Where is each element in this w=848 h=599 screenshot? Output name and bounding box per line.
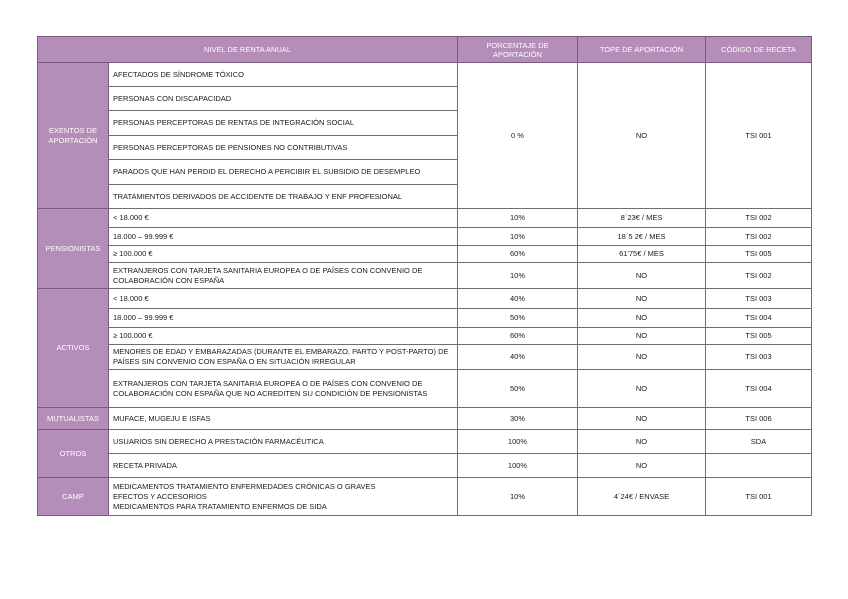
row-code: TSI 002 xyxy=(706,228,812,246)
row-cap: NO xyxy=(578,430,706,454)
row-percent: 100% xyxy=(458,454,578,478)
row-desc: MUFACE, MUGEJU E ISFAS xyxy=(109,408,458,430)
table-row xyxy=(38,478,812,516)
exentos-percent: 0 % xyxy=(458,63,578,209)
row-cap: NO xyxy=(578,345,706,370)
row-percent: 40% xyxy=(458,345,578,370)
group-camp-label: CAMP xyxy=(38,478,109,516)
table-row xyxy=(38,263,812,289)
row-desc: PERSONAS CON DISCAPACIDAD xyxy=(109,87,458,111)
camp-code: TSI 001 xyxy=(706,478,812,516)
table-row xyxy=(38,328,812,345)
row-code: TSI 002 xyxy=(706,209,812,228)
row-desc: ≥ 100.000 € xyxy=(109,328,458,345)
header-cap: TOPE DE APORTACIÓN xyxy=(578,37,706,63)
row-desc: 18.000 – 99.999 € xyxy=(109,228,458,246)
row-code xyxy=(706,454,812,478)
table-row xyxy=(38,408,812,430)
row-desc: 18.000 – 99.999 € xyxy=(109,309,458,328)
table-row xyxy=(38,289,812,309)
header-level: NIVEL DE RENTA ANUAL xyxy=(38,37,458,63)
row-desc: TRATAMIENTOS DERIVADOS DE ACCIDENTE DE TRABAJO Y ENF PROFESIONAL xyxy=(109,185,458,209)
header-code: CÓDIGO DE RECETA xyxy=(706,37,812,63)
table-row xyxy=(38,345,812,370)
row-code: TSI 002 xyxy=(706,263,812,289)
row-code: TSI 005 xyxy=(706,328,812,345)
table-row xyxy=(38,209,812,228)
row-percent: 10% xyxy=(458,209,578,228)
group-exentos-label: EXENTOS DE APORTACIÓN xyxy=(38,63,109,209)
row-code: TSI 006 xyxy=(706,408,812,430)
table-row xyxy=(38,63,812,87)
group-mutualistas-label: MUTUALISTAS xyxy=(38,408,109,430)
row-code: SDA xyxy=(706,430,812,454)
table-row xyxy=(38,430,812,454)
camp-desc-line: EFECTOS Y ACCESORIOS xyxy=(113,491,207,501)
row-percent: 40% xyxy=(458,289,578,309)
row-percent: 10% xyxy=(458,263,578,289)
row-cap: NO xyxy=(578,408,706,430)
row-percent: 30% xyxy=(458,408,578,430)
table-row xyxy=(38,228,812,246)
row-percent: 50% xyxy=(458,309,578,328)
row-desc: EXTRANJEROS CON TARJETA SANITARIA EUROPEA O DE PAÍSES CON CONVENIO DE COLABORACIÓN CON ESPAÑA QUE NO ACREDITEN SU CONDICIÓN DE PENSIONISTAS xyxy=(109,370,458,408)
row-desc: RECETA PRIVADA xyxy=(109,454,458,478)
header-percent: PORCENTAJE DE APORTACIÓN xyxy=(458,37,578,63)
row-code: TSI 003 xyxy=(706,345,812,370)
row-cap: 18´5 2€ / MES xyxy=(578,228,706,246)
row-percent: 50% xyxy=(458,370,578,408)
row-desc: PARADOS QUE HAN PERDID EL DERECHO A PERCIBIR EL SUBSIDIO DE DESEMPLEO xyxy=(109,160,458,185)
header-row xyxy=(38,37,812,63)
row-cap: NO xyxy=(578,289,706,309)
table-row xyxy=(38,246,812,263)
row-cap: NO xyxy=(578,328,706,345)
contribution-table xyxy=(37,36,812,516)
row-cap: NO xyxy=(578,263,706,289)
row-code: TSI 005 xyxy=(706,246,812,263)
group-pensionistas-label: PENSIONISTAS xyxy=(38,209,109,289)
table-row xyxy=(38,454,812,478)
row-desc: MENORES DE EDAD Y EMBARAZADAS (DURANTE EL EMBARAZO, PARTO Y POST-PARTO) DE PAÍSES SIN CONVENIO CON ESPAÑA O EN SITUACIÓN IRREGULAR xyxy=(109,345,458,370)
camp-desc xyxy=(109,478,458,516)
group-otros-label: OTROS xyxy=(38,430,109,478)
camp-desc-line: MEDICAMENTOS PARA TRATAMIENTO ENFERMOS DE SIDA xyxy=(113,501,327,511)
table-row xyxy=(38,370,812,408)
table-row xyxy=(38,309,812,328)
row-percent: 60% xyxy=(458,246,578,263)
group-activos-label: ACTIVOS xyxy=(38,289,109,408)
row-cap: 61'75€ / MES xyxy=(578,246,706,263)
row-desc: PERSONAS PERCEPTORAS DE RENTAS DE INTEGRACIÓN SOCIAL xyxy=(109,111,458,136)
row-cap: NO xyxy=(578,370,706,408)
exentos-code: TSI 001 xyxy=(706,63,812,209)
row-desc: < 18.000 € xyxy=(109,289,458,309)
row-desc: ≥ 100.000 € xyxy=(109,246,458,263)
camp-desc-line: MEDICAMENTOS TRATAMIENTO ENFERMEDADES CRÓNICAS O GRAVES xyxy=(113,481,376,491)
row-desc: AFECTADOS DE SÍNDROME TÓXICO xyxy=(109,63,458,87)
row-code: TSI 004 xyxy=(706,309,812,328)
camp-percent: 10% xyxy=(458,478,578,516)
row-percent: 10% xyxy=(458,228,578,246)
camp-cap: 4´24€ / ENVASE xyxy=(578,478,706,516)
exentos-cap: NO xyxy=(578,63,706,209)
row-percent: 100% xyxy=(458,430,578,454)
row-cap: NO xyxy=(578,454,706,478)
row-desc: USUARIOS SIN DERECHO A PRESTACIÓN FARMACÉUTICA xyxy=(109,430,458,454)
row-code: TSI 003 xyxy=(706,289,812,309)
row-percent: 60% xyxy=(458,328,578,345)
row-desc: < 18.000 € xyxy=(109,209,458,228)
row-desc: PERSONAS PERCEPTORAS DE PENSIONES NO CONTRIBUTIVAS xyxy=(109,136,458,160)
row-cap: NO xyxy=(578,309,706,328)
row-code: TSI 004 xyxy=(706,370,812,408)
row-cap: 8´23€ / MES xyxy=(578,209,706,228)
row-desc: EXTRANJEROS CON TARJETA SANITARIA EUROPEA O DE PAÍSES CON CONVENIO DE COLABORACIÓN CON ESPAÑA xyxy=(109,263,458,289)
